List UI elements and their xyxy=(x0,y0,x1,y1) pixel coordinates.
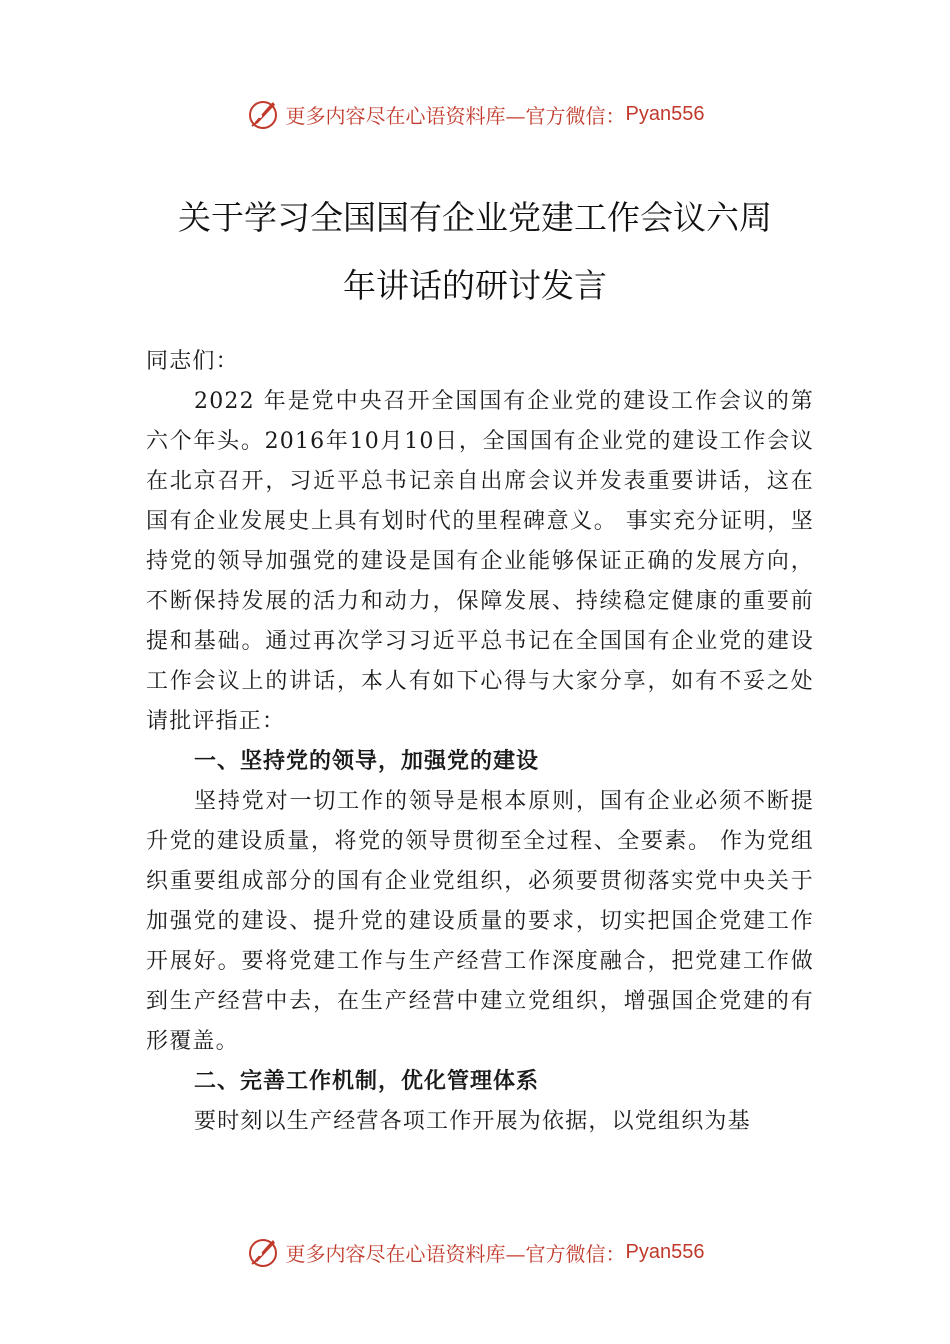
footer-banner[interactable] xyxy=(0,1232,950,1272)
header-banner[interactable] xyxy=(0,94,950,134)
section-paragraph-2: 要时刻以生产经营各项工作开展为依据，以党组织为基 xyxy=(194,1109,751,1134)
banner-wechat-handle: Pyan556 xyxy=(625,102,705,125)
banner-text: 更多内容尽在心语资料库—官方微信： xyxy=(285,1241,626,1266)
quill-pen-seal-icon xyxy=(246,96,282,132)
section-heading-1: 一、坚持党的领导，加强党的建设 xyxy=(194,749,540,774)
title-line-1: 关于学习全国国有企业党建工作会议六周 xyxy=(178,198,772,237)
document-body xyxy=(146,342,814,1142)
document-title xyxy=(150,184,800,320)
title-line-2: 年讲话的研讨发言 xyxy=(343,266,607,305)
section-paragraph-1: 坚持党对一切工作的领导是根本原则，国有企业必须不断提升党的建设质量，将党的领导贯彻至全过程、全要素。 作为党组织重要组成部分的国有企业党组织，必须要贯彻落实党中央关于加强党的建设、提升党的建设质量的要求，切实把国企党建工作开展好。要将党建工作与生产经营工作深度融合，把党建工作做到生产经营中去，在生产经营中建立党组织，增强国企党建的有形覆盖。 xyxy=(146,789,814,1054)
salutation: 同志们： xyxy=(146,349,239,374)
banner-text: 更多内容尽在心语资料库—官方微信： xyxy=(285,103,626,128)
intro-paragraph: 2022 年是党中央召开全国国有企业党的建设工作会议的第六个年头。2016年10月10日，全国国有企业党的建设工作会议在北京召开，习近平总书记亲自出席会议并发表重要讲话，这在国有企业发展史上具有划时代的里程碑意义。 事实充分证明，坚持党的领导加强党的建设是国有企业能够保证正确的发展方向，不断保持发展的活力和动力，保障发展、持续稳定健康的重要前提和基础。通过再次学习习近平总书记在全国国有企业党的建设工作会议上的讲话，本人有如下心得与大家分享，如有不妥之处请批评指正： xyxy=(146,389,814,734)
quill-pen-seal-icon xyxy=(246,1234,282,1270)
banner-wechat-handle: Pyan556 xyxy=(625,1240,705,1263)
section-heading-2: 二、完善工作机制，优化管理体系 xyxy=(194,1069,540,1094)
